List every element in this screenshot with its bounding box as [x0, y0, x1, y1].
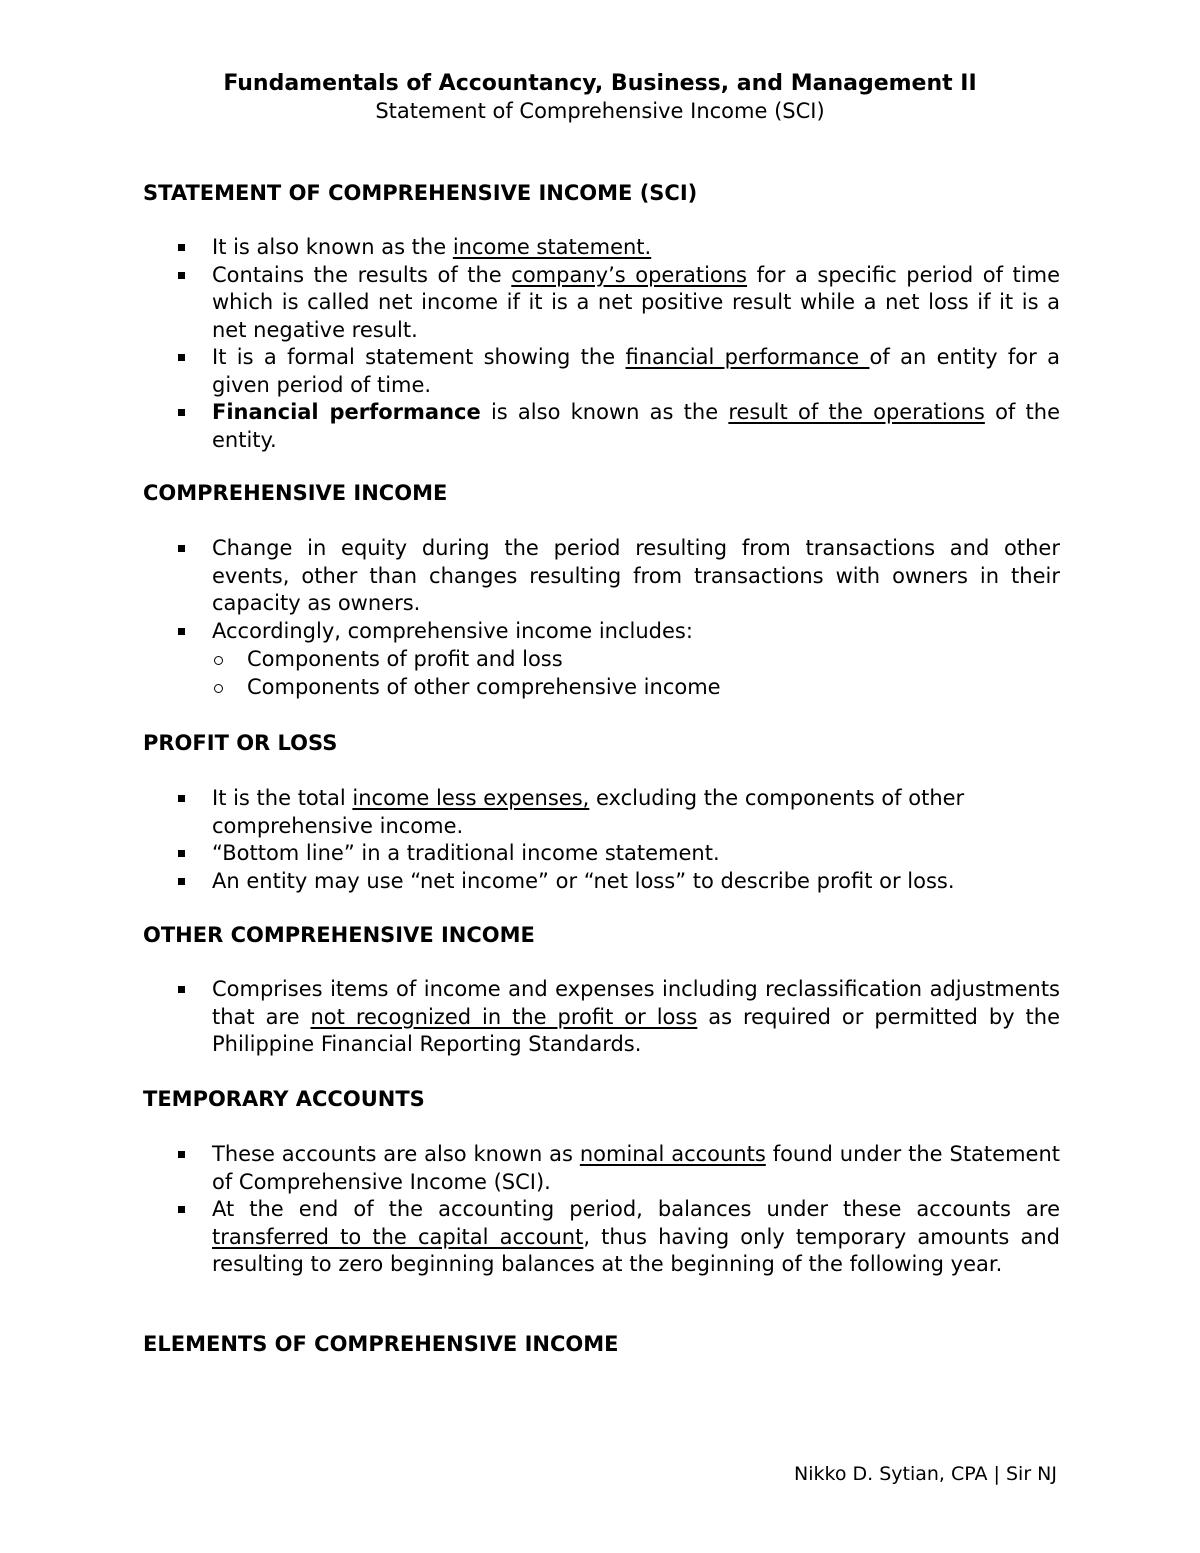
underlined-term: financial performance [625, 345, 870, 369]
section-heading-ta: TEMPORARY ACCOUNTS [143, 1087, 425, 1111]
pl-bullet-list [0, 785, 1060, 895]
list-item: Contains the results of the company’s operations for a specific period of time which is called net income if it is a net positive result while a net loss if it is a net negative result. [0, 262, 1060, 345]
document-title: Fundamentals of Accountancy, Business, and Management II [223, 71, 977, 96]
square-bullet-icon [178, 545, 185, 552]
underlined-term: company’s operations [511, 262, 748, 287]
sci-bullet-list [0, 234, 1060, 454]
list-item: An entity may use “net income” or “net loss” to describe profit or loss. [0, 868, 1060, 896]
list-item: At the end of the accounting period, balances under these accounts are transferred to the capital account, thus having only temporary amounts and resulting to zero beginning balances at the beginning of the following year. [0, 1196, 1060, 1279]
list-item: Comprises items of income and expenses including reclassification adjustments that are not recognized in the profit or loss as required or permitted by the Philippine Financial Reporting Standards. [0, 976, 1060, 1059]
list-item: Change in equity during the period resulting from transactions and other events, other than changes resulting from transactions with owners in their capacity as owners. [0, 535, 1060, 618]
square-bullet-icon [178, 878, 185, 885]
section-heading-sci: STATEMENT OF COMPREHENSIVE INCOME (SCI) [143, 181, 698, 205]
oci-bullet-list [0, 976, 1060, 1059]
underlined-term: result of the operations [728, 400, 985, 424]
ci-sub-list [212, 645, 1060, 701]
list-item: These accounts are also known as nominal accounts found under the Statement of Comprehensive Income (SCI). [0, 1141, 1060, 1196]
document-subtitle: Statement of Comprehensive Income (SCI) [375, 99, 825, 123]
square-bullet-icon [178, 354, 185, 361]
list-item: It is the total income less expenses, excluding the components of other comprehensive income. [0, 785, 1060, 840]
list-item: Financial performance is also known as the result of the operations of the entity. [0, 399, 1060, 454]
square-bullet-icon [178, 1206, 185, 1213]
square-bullet-icon [178, 1151, 185, 1158]
underlined-term: not recognized in the profit or loss [310, 1004, 698, 1029]
square-bullet-icon [178, 244, 185, 251]
list-item: Accordingly, comprehensive income includes: Components of profit and loss Components of other comprehensive income [0, 618, 1060, 702]
section-heading-eci: ELEMENTS OF COMPREHENSIVE INCOME [143, 1332, 619, 1356]
circle-bullet-icon [214, 656, 223, 665]
square-bullet-icon [178, 850, 185, 857]
sub-list-item: Components of other comprehensive income [212, 673, 1060, 701]
underlined-term: transferred to the capital account [212, 1224, 584, 1249]
section-heading-oci: OTHER COMPREHENSIVE INCOME [143, 923, 535, 947]
square-bullet-icon [178, 628, 185, 635]
section-heading-pl: PROFIT OR LOSS [143, 731, 338, 755]
underlined-term: nominal accounts [579, 1142, 766, 1166]
section-heading-ci: COMPREHENSIVE INCOME [143, 481, 448, 505]
footer-author: Nikko D. Sytian, CPA | Sir NJ [794, 1463, 1057, 1485]
underlined-term: income less expenses, [352, 786, 590, 810]
square-bullet-icon [178, 795, 185, 802]
square-bullet-icon [178, 272, 185, 279]
underlined-term: income statement. [452, 235, 652, 259]
list-item: It is a formal statement showing the financial performance of an entity for a given period of time. [0, 344, 1060, 399]
square-bullet-icon [178, 409, 185, 416]
ta-bullet-list [0, 1141, 1060, 1279]
sub-list-item: Components of profit and loss [212, 645, 1060, 673]
list-item: It is also known as the income statement. [0, 234, 1060, 262]
bold-term: Financial performance [212, 400, 481, 424]
list-item: “Bottom line” in a traditional income statement. [0, 840, 1060, 868]
ci-bullet-list [0, 535, 1060, 701]
circle-bullet-icon [214, 684, 223, 693]
square-bullet-icon [178, 986, 185, 993]
